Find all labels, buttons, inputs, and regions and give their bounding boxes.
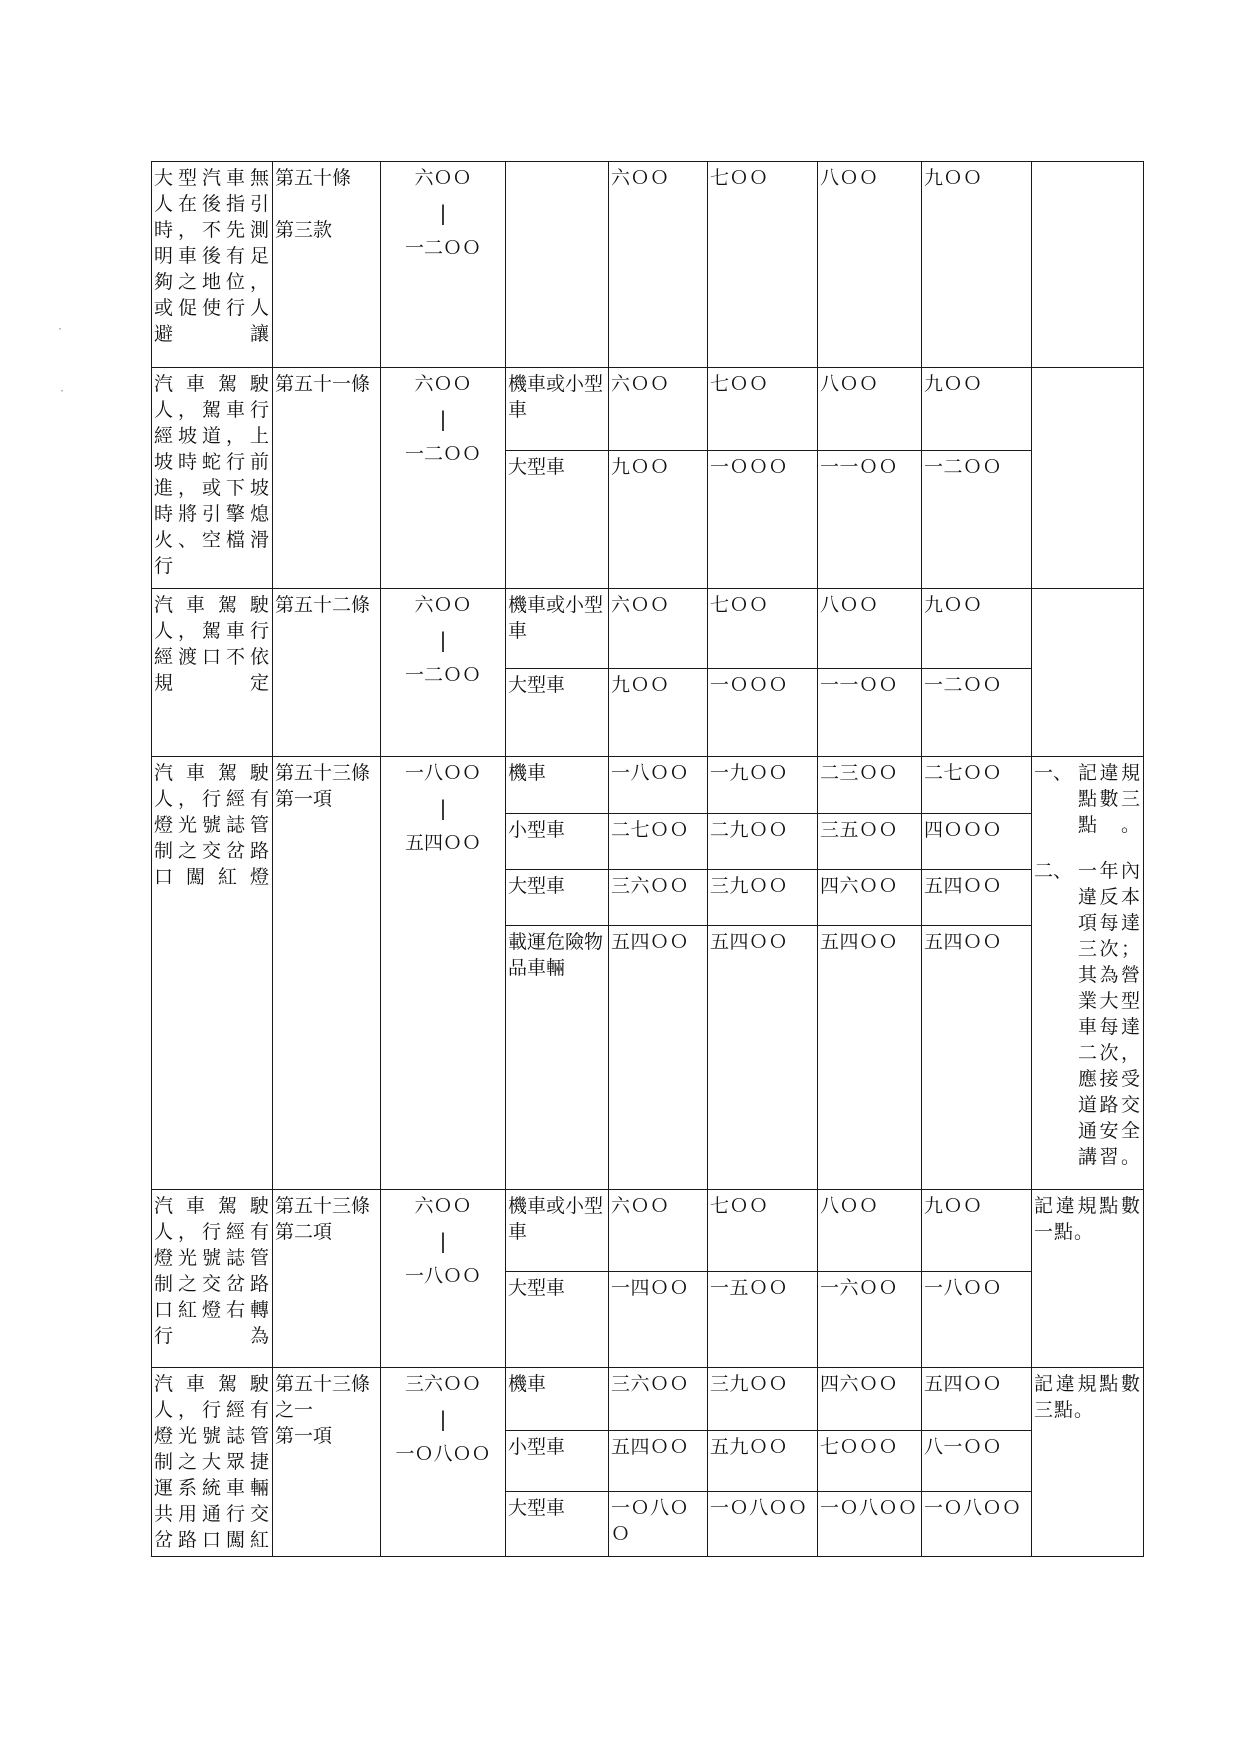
range-bar-icon: | — [439, 628, 447, 652]
fine-amount: 八ＯＯ — [818, 1190, 922, 1272]
statutory-fine-range — [381, 1190, 506, 1368]
vehicle-type: 大型車 — [506, 870, 609, 926]
violation-description: 汽車駕駛人，行經有燈光號誌管制之交岔路口紅燈右轉行為 — [152, 1190, 273, 1368]
fine-amount: 九ＯＯ — [922, 589, 1032, 669]
fine-amount: 三五ＯＯ — [818, 814, 922, 870]
fine-amount: 一Ｏ八ＯＯ — [609, 1492, 708, 1557]
fine-range-max: 一八ＯＯ — [404, 1265, 481, 1287]
fine-amount: 一Ｏ八ＯＯ — [818, 1492, 922, 1557]
range-bar-icon: | — [439, 1229, 447, 1253]
article-reference — [273, 1368, 381, 1557]
fine-amount: 一八ＯＯ — [609, 757, 708, 814]
vehicle-type — [506, 162, 609, 368]
fine-amount: 二三ＯＯ — [818, 757, 922, 814]
fine-amount: 五九ＯＯ — [708, 1430, 818, 1492]
statutory-fine-range — [381, 757, 506, 1190]
table-row — [152, 368, 1144, 451]
fine-amount: 六ＯＯ — [609, 1190, 708, 1272]
fine-amount: 一ＯＯＯ — [708, 669, 818, 757]
article-line: 第五十三條 — [275, 762, 371, 784]
fine-amount: 六ＯＯ — [609, 162, 708, 368]
fine-amount: 八一ＯＯ — [922, 1430, 1032, 1492]
fine-amount: 九ＯＯ — [609, 669, 708, 757]
remark-text: 記違規點數三點。 — [1034, 1373, 1141, 1421]
remark-number: 二、 — [1034, 860, 1073, 882]
fine-amount: 七ＯＯ — [708, 162, 818, 368]
statutory-fine-range — [381, 368, 506, 589]
violation-description: 汽車駕駛人，行經有燈光號誌管制之交岔路口闖紅燈 — [152, 757, 273, 1190]
statutory-fine-range — [381, 589, 506, 757]
fine-amount: 一八ＯＯ — [922, 1272, 1032, 1368]
remarks — [1032, 757, 1144, 1190]
penalty-table — [151, 161, 1144, 1557]
remarks — [1032, 162, 1144, 368]
article-reference — [273, 757, 381, 1190]
remarks — [1032, 1190, 1144, 1368]
range-bar-icon: | — [439, 796, 447, 820]
table-row — [152, 757, 1144, 814]
fine-amount: 七ＯＯ — [708, 1190, 818, 1272]
article-line: 第二項 — [275, 1221, 333, 1243]
remark-text: 記違規點數三點。 — [1078, 762, 1141, 836]
vehicle-type: 大型車 — [506, 1492, 609, 1557]
table-row — [152, 589, 1144, 669]
fine-amount: 三九ＯＯ — [708, 1368, 818, 1431]
fine-amount: 五四ＯＯ — [922, 1368, 1032, 1431]
article-line: 第五十三條 — [275, 1195, 371, 1217]
fine-amount: 八ＯＯ — [818, 589, 922, 669]
remark-text: 一年內違反本項每達三次；其為營業大型車每達二次，應接受道路交通安全講習。 — [1078, 860, 1141, 1168]
fine-amount: 一四ＯＯ — [609, 1272, 708, 1368]
vehicle-type: 機車 — [506, 1368, 609, 1431]
fine-amount: 三九ＯＯ — [708, 870, 818, 926]
fine-range-max: 一Ｏ八ＯＯ — [395, 1443, 491, 1465]
article-reference — [273, 1190, 381, 1368]
fine-amount: 五四ＯＯ — [708, 926, 818, 1190]
range-bar-icon: | — [439, 1407, 447, 1431]
fine-amount: 六ＯＯ — [609, 589, 708, 669]
vehicle-type: 機車或小型車 — [506, 589, 609, 669]
fine-amount: 一一ＯＯ — [818, 451, 922, 589]
article-line: 第五十條 — [275, 167, 352, 189]
vehicle-type: 小型車 — [506, 814, 609, 870]
fine-amount: 九ＯＯ — [922, 1190, 1032, 1272]
violation-description: 汽車駕駛人，行經有燈光號誌管制之大眾捷運系統車輛共用通行交岔路口闖紅 — [152, 1368, 273, 1557]
fine-amount: 八ＯＯ — [818, 368, 922, 451]
fine-range-min: 六ＯＯ — [414, 373, 472, 395]
fine-amount: 五四ＯＯ — [609, 926, 708, 1190]
fine-amount: 一六ＯＯ — [818, 1272, 922, 1368]
remarks — [1032, 1368, 1144, 1557]
fine-amount: 四ＯＯＯ — [922, 814, 1032, 870]
table-row — [152, 1190, 1144, 1272]
fine-amount: 九ＯＯ — [609, 451, 708, 589]
fine-amount: 一五ＯＯ — [708, 1272, 818, 1368]
table-row — [152, 1368, 1144, 1431]
remarks — [1032, 589, 1144, 757]
remark-gap — [1034, 838, 1141, 858]
fine-amount: 一Ｏ八ＯＯ — [708, 1492, 818, 1557]
remark-item — [1034, 858, 1141, 1170]
fine-amount: 九ＯＯ — [922, 162, 1032, 368]
fine-amount: 三六ＯＯ — [609, 1368, 708, 1431]
remark-item — [1034, 1371, 1141, 1423]
fine-range-min: 六ＯＯ — [414, 594, 472, 616]
range-bar-icon: | — [439, 201, 447, 225]
remark-item — [1034, 1193, 1141, 1245]
fine-range-max: 五四ＯＯ — [404, 832, 481, 854]
fine-range-min: 六ＯＯ — [414, 1195, 472, 1217]
remarks — [1032, 368, 1144, 589]
fine-range-min: 三六ＯＯ — [404, 1373, 481, 1395]
scan-speck: · — [58, 322, 62, 336]
fine-amount: 一二ＯＯ — [922, 451, 1032, 589]
violation-description: 汽車駕駛人，駕車行經坡道，上坡時蛇行前進，或下坡時將引擎熄火、空檔滑行 — [152, 368, 273, 589]
remark-text: 記違規點數一點。 — [1034, 1195, 1141, 1243]
article-line: 第五十一條 — [275, 373, 371, 395]
fine-amount: 七ＯＯＯ — [818, 1430, 922, 1492]
article-line — [275, 191, 378, 217]
fine-amount: 八ＯＯ — [818, 162, 922, 368]
fine-amount: 三六ＯＯ — [609, 870, 708, 926]
fine-amount: 六ＯＯ — [609, 368, 708, 451]
fine-amount: 九ＯＯ — [922, 368, 1032, 451]
vehicle-type: 小型車 — [506, 1430, 609, 1492]
violation-description: 汽車駕駛人，駕車行經渡口不依規定 — [152, 589, 273, 757]
article-reference — [273, 162, 381, 368]
remark-number: 一、 — [1034, 762, 1073, 784]
range-bar-icon: | — [439, 407, 447, 431]
fine-amount: 七ＯＯ — [708, 368, 818, 451]
vehicle-type: 大型車 — [506, 669, 609, 757]
fine-amount: 五四ＯＯ — [922, 870, 1032, 926]
scan-speck: · — [60, 384, 64, 398]
fine-amount: 二九ＯＯ — [708, 814, 818, 870]
vehicle-type: 機車或小型車 — [506, 1190, 609, 1272]
article-line: 第一項 — [275, 788, 333, 810]
fine-amount: 五四ＯＯ — [922, 926, 1032, 1190]
article-line: 第三款 — [275, 219, 333, 241]
vehicle-type: 載運危險物品車輛 — [506, 926, 609, 1190]
fine-amount: 一ＯＯＯ — [708, 451, 818, 589]
fine-range-min: 六ＯＯ — [414, 167, 472, 189]
fine-amount: 一一ＯＯ — [818, 669, 922, 757]
fine-amount: 一二ＯＯ — [922, 669, 1032, 757]
table-row — [152, 162, 1144, 368]
article-reference — [273, 368, 381, 589]
fine-amount: 一九ＯＯ — [708, 757, 818, 814]
fine-amount: 五四ＯＯ — [609, 1430, 708, 1492]
article-line: 第五十三條之一 — [275, 1373, 371, 1421]
fine-range-max: 一二ＯＯ — [404, 664, 481, 686]
fine-amount: 二七ＯＯ — [609, 814, 708, 870]
fine-amount: 四六ＯＯ — [818, 870, 922, 926]
violation-description: 大型汽車無人在後指引時，不先測明車後有足夠之地位，或促使行人避讓 — [152, 162, 273, 368]
remark-item — [1034, 760, 1141, 838]
fine-amount: 二七ＯＯ — [922, 757, 1032, 814]
vehicle-type: 大型車 — [506, 451, 609, 589]
article-reference — [273, 589, 381, 757]
article-line: 第一項 — [275, 1425, 333, 1447]
statutory-fine-range — [381, 162, 506, 368]
article-line: 第五十二條 — [275, 594, 371, 616]
fine-range-max: 一二ＯＯ — [404, 443, 481, 465]
vehicle-type: 大型車 — [506, 1272, 609, 1368]
fine-range-max: 一二ＯＯ — [404, 237, 481, 259]
fine-amount: 五四ＯＯ — [818, 926, 922, 1190]
statutory-fine-range — [381, 1368, 506, 1557]
vehicle-type: 機車 — [506, 757, 609, 814]
fine-range-min: 一八ＯＯ — [404, 762, 481, 784]
fine-amount: 七ＯＯ — [708, 589, 818, 669]
vehicle-type: 機車或小型車 — [506, 368, 609, 451]
fine-amount: 四六ＯＯ — [818, 1368, 922, 1431]
fine-amount: 一Ｏ八ＯＯ — [922, 1492, 1032, 1557]
